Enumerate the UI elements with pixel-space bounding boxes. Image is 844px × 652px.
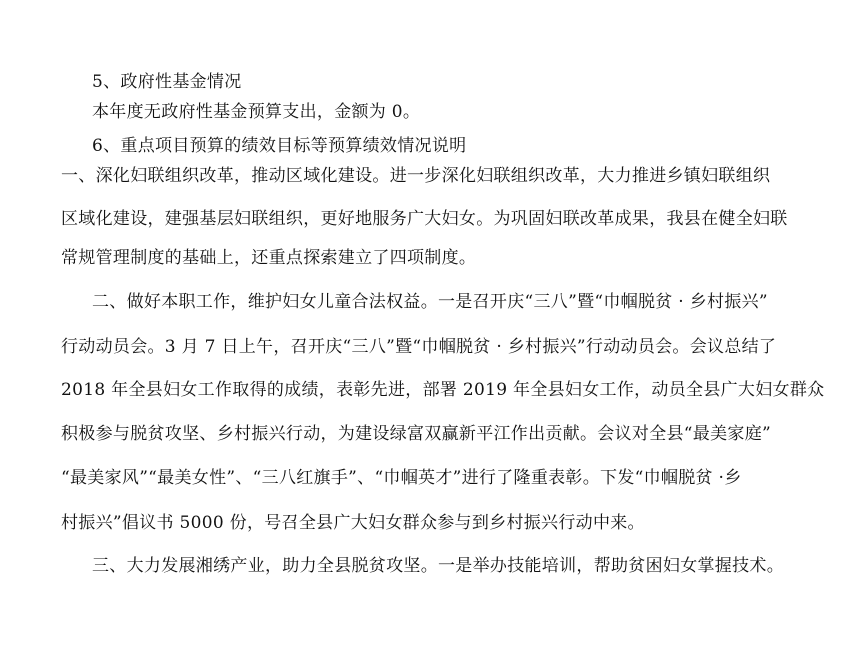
paragraph-2-line-2: 行动动员会。3 月 7 日上午，召开庆“三八”暨“巾帼脱贫 · 乡村振兴”行动动员会。会议总结了	[61, 337, 777, 357]
paragraph-2-line-1: 二、做好本职工作，维护妇女儿童合法权益。一是召开庆“三八”暨“巾帼脱贫 · 乡村振兴”	[92, 292, 768, 312]
paragraph-government-fund: 本年度无政府性基金预算支出，金额为 0。	[92, 102, 421, 122]
paragraph-1-line-1: 一、深化妇联组织改革，推动区域化建设。进一步深化妇联组织改革，大力推进乡镇妇联组织	[61, 166, 771, 186]
paragraph-2-line-4: 积极参与脱贫攻坚、乡村振兴行动，为建设绿富双赢新平江作出贡献。会议对全县“最美家庭”	[61, 424, 771, 444]
paragraph-2-line-3: 2018 年全县妇女工作取得的成绩，表彰先进，部署 2019 年全县妇女工作，动员全县广大妇女群众	[61, 380, 825, 400]
paragraph-1-line-2: 区域化建设，建强基层妇联组织，更好地服务广大妇女。为巩固妇联改革成果，我县在健全妇联	[61, 209, 788, 229]
paragraph-2-line-6: 村振兴”倡议书 5000 份，号召全县广大妇女群众参与到乡村振兴行动中来。	[61, 513, 645, 533]
heading-government-fund: 5、政府性基金情况	[92, 72, 242, 92]
paragraph-2-line-5: “最美家风”“最美女性”、“三八红旗手”、“巾帼英才”进行了隆重表彰。下发“巾帼脱贫 ·乡	[61, 468, 742, 488]
paragraph-3-line-1: 三、大力发展湘绣产业，助力全县脱贫攻坚。一是举办技能培训，帮助贫困妇女掌握技术。	[92, 556, 784, 576]
paragraph-1-line-3: 常规管理制度的基础上，还重点探索建立了四项制度。	[61, 248, 477, 268]
heading-performance-goals: 6、重点项目预算的绩效目标等预算绩效情况说明	[92, 136, 467, 156]
